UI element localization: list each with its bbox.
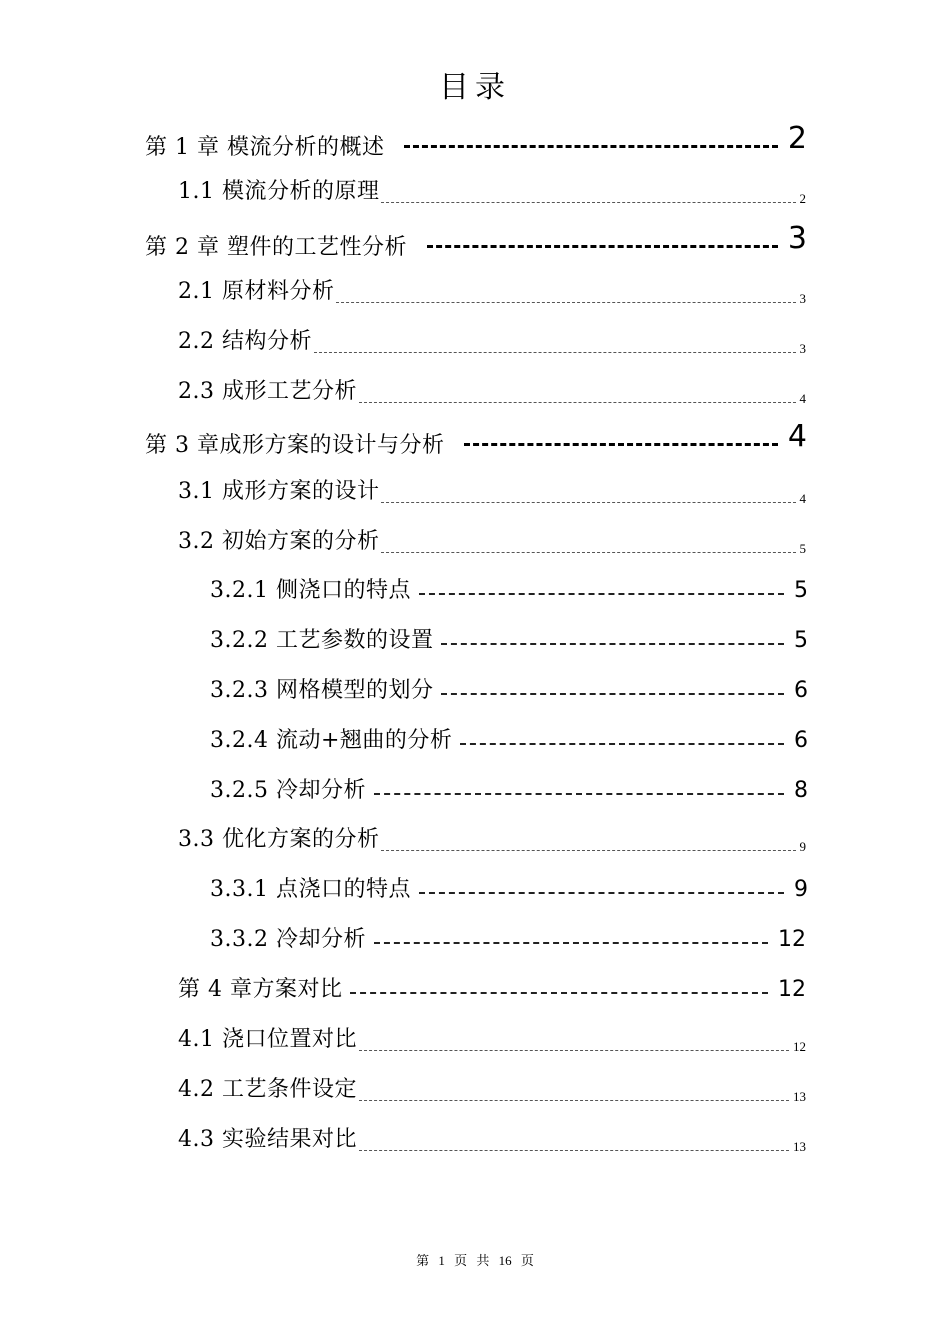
toc-entry-3-3[interactable]: [178, 826, 806, 854]
toc-entry-3-2-1[interactable]: [210, 577, 808, 605]
toc-entry-label: 第 4 章方案对比: [178, 977, 343, 1002]
toc-entry-4-1[interactable]: [178, 1026, 806, 1054]
toc-page-number: 4: [799, 491, 806, 506]
page-title: 目录: [439, 70, 511, 105]
toc-page-number: 3: [787, 221, 807, 256]
toc-entry-label: 4.1 浇口位置对比: [178, 1027, 357, 1052]
toc-entry-3-2[interactable]: [178, 528, 806, 556]
toc-page-number: 8: [794, 778, 808, 803]
toc-entry-label: 3.2.4 流动+翘曲的分析: [210, 728, 453, 753]
toc-entry-3-1[interactable]: [178, 478, 806, 506]
toc-leader: [419, 593, 784, 595]
toc-leader: [464, 443, 777, 446]
toc-entry-4-3[interactable]: [178, 1126, 806, 1154]
toc-page-number: 12: [778, 927, 806, 952]
toc-page-number: 6: [794, 678, 808, 703]
toc-entry-label: 4.2 工艺条件设定: [178, 1077, 357, 1102]
toc-leader: [441, 693, 784, 695]
toc-entry-3-2-4[interactable]: [210, 727, 808, 755]
toc-entry-3-3-2[interactable]: [210, 926, 806, 954]
toc-entry-3-2-3[interactable]: [210, 677, 808, 705]
toc-entry-chapter-1[interactable]: [145, 122, 807, 162]
toc-page-number: 5: [794, 628, 808, 653]
toc-entry-label: 2.2 结构分析: [178, 329, 312, 354]
toc-entry-label: 3.3 优化方案的分析: [178, 827, 380, 852]
toc-leader: [419, 892, 784, 894]
toc-entry-label: 1.1 模流分析的原理: [178, 179, 380, 204]
toc-entry-label: 3.3.1 点浇口的特点: [210, 877, 411, 902]
toc-page-number: 5: [794, 578, 808, 603]
toc-entry-label: 3.2.1 侧浇口的特点: [210, 578, 411, 603]
toc-leader: [460, 743, 784, 745]
toc-leader: [427, 245, 778, 248]
page-footer: 第 1 页 共 16 页: [416, 1253, 534, 1268]
toc-entry-2-2[interactable]: [178, 328, 806, 356]
toc-leader: [359, 402, 796, 403]
toc-leader: [336, 302, 795, 303]
toc-page-number: 12: [778, 977, 806, 1002]
toc-leader: [359, 1150, 789, 1151]
toc-page-number: 9: [794, 877, 808, 902]
toc-page-number: 2: [799, 191, 806, 206]
toc-entry-chapter-3[interactable]: [145, 420, 807, 460]
toc-entry-3-3-1[interactable]: [210, 876, 808, 904]
toc-leader: [350, 992, 768, 994]
toc-leader: [314, 352, 796, 353]
toc-page-number: 4: [787, 419, 807, 454]
toc-entry-chapter-4[interactable]: [178, 976, 806, 1004]
toc-entry-label: 第 2 章 塑件的工艺性分析: [145, 235, 407, 260]
toc-page-number: 5: [799, 541, 806, 556]
toc-page-number: 9: [799, 839, 806, 854]
toc-leader: [359, 1100, 789, 1101]
toc-page-number: 13: [793, 1139, 806, 1154]
toc-page-number: 3: [799, 341, 806, 356]
toc-entry-label: 3.2.3 网格模型的划分: [210, 678, 434, 703]
toc-leader: [359, 1050, 789, 1051]
toc-page-number: 3: [799, 291, 806, 306]
toc-entry-4-2[interactable]: [178, 1076, 806, 1104]
toc-leader: [381, 850, 795, 851]
toc-leader: [381, 502, 795, 503]
toc-leader: [374, 942, 768, 944]
toc-entry-1-1[interactable]: [178, 178, 806, 206]
toc-page-number: 12: [793, 1039, 806, 1054]
toc-entry-3-2-2[interactable]: [210, 627, 808, 655]
toc-entry-2-3[interactable]: [178, 378, 806, 406]
toc-entry-label: 4.3 实验结果对比: [178, 1127, 357, 1152]
toc-entry-label: 3.2.2 工艺参数的设置: [210, 628, 434, 653]
toc-entry-label: 3.2.5 冷却分析: [210, 778, 366, 803]
toc-leader: [381, 202, 795, 203]
toc-entry-label: 第 1 章 模流分析的概述: [145, 135, 385, 160]
toc-entry-label: 3.1 成形方案的设计: [178, 479, 380, 504]
toc-entry-label: 2.1 原材料分析: [178, 279, 335, 304]
toc-entry-chapter-2[interactable]: [145, 222, 807, 262]
toc-entry-3-2-5[interactable]: [210, 777, 808, 805]
toc-entry-label: 第 3 章成形方案的设计与分析: [145, 433, 445, 458]
toc-entry-2-1[interactable]: [178, 278, 806, 306]
toc-entry-label: 3.3.2 冷却分析: [210, 927, 366, 952]
toc-page-number: 13: [793, 1089, 806, 1104]
toc-page-number: 6: [794, 728, 808, 753]
toc-page-number: 2: [787, 121, 807, 156]
toc-leader: [374, 793, 784, 795]
toc-leader: [381, 552, 795, 553]
toc-entry-label: 3.2 初始方案的分析: [178, 529, 380, 554]
toc-leader: [441, 643, 784, 645]
toc-leader: [404, 145, 777, 148]
toc-page-number: 4: [799, 391, 806, 406]
toc-entry-label: 2.3 成形工艺分析: [178, 379, 357, 404]
